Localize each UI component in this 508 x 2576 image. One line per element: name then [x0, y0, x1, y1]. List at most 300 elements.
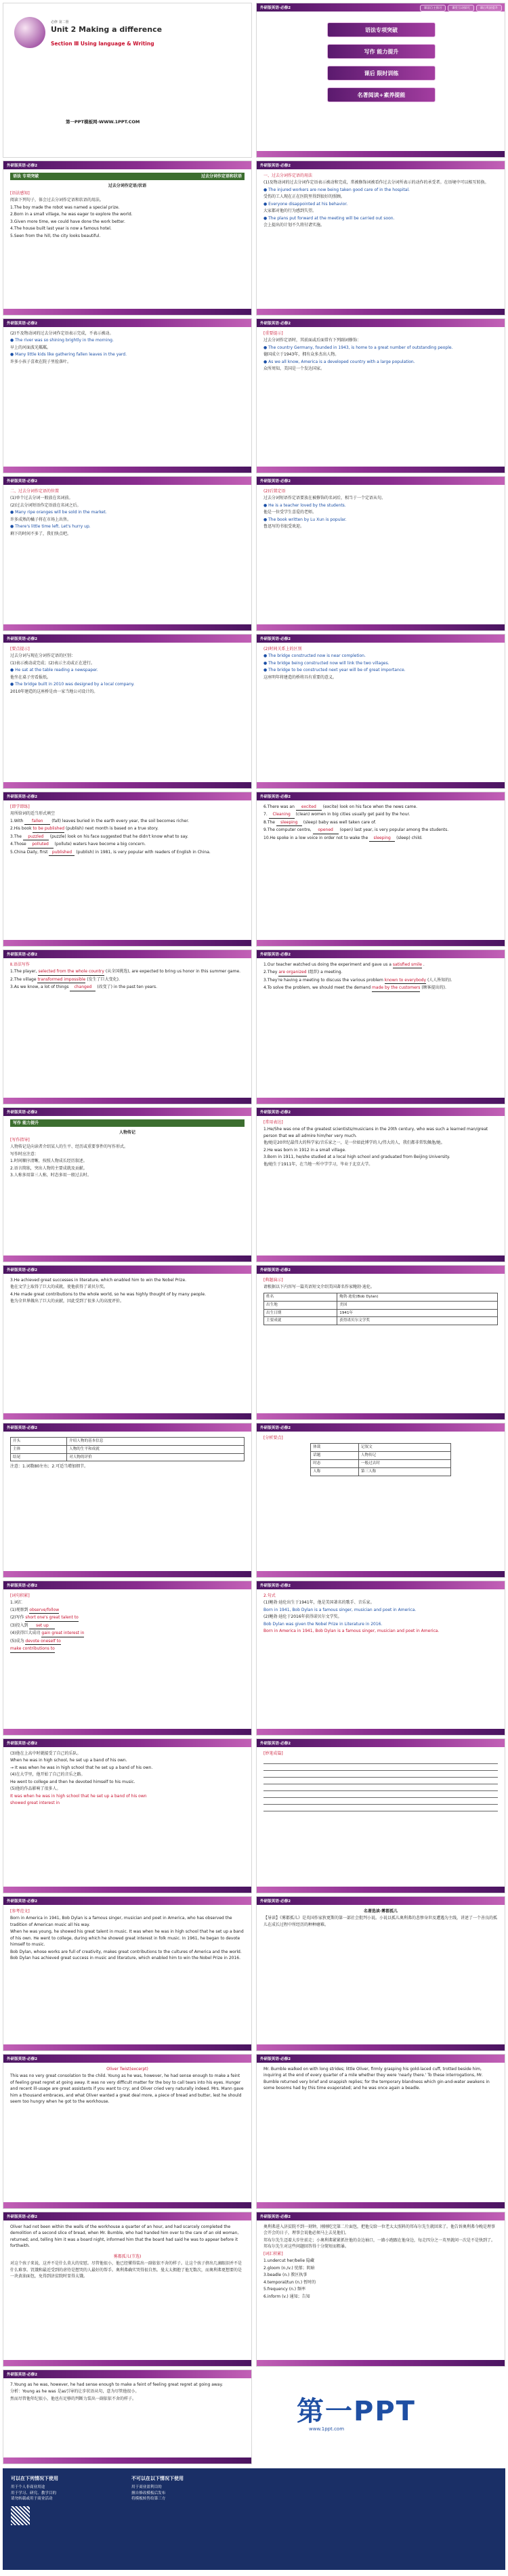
answer-blank[interactable]: set up — [29, 1623, 55, 1629]
table-cell: 记叙文 — [358, 1444, 450, 1452]
stem: (4)获得巨大成功 — [10, 1631, 41, 1636]
text-line: 然而尽管他年纪很小，他也有足够的判断力装出一副依依不舍的样子。 — [10, 2396, 137, 2401]
slide-topbar — [3, 1897, 251, 1905]
ppt-site: www.1ppt.com — [309, 2426, 345, 2432]
text-line: 3.He achieved great successes in literature, which enabled him to win the Nobel Prize. — [10, 1278, 187, 1283]
brand: 外研版英语·必修2 — [7, 953, 38, 957]
brand: 外研版英语·必修2 — [7, 164, 38, 168]
allowed-item: 请勿转载或用于商业活动 — [11, 2497, 53, 2502]
slide-nav — [420, 5, 502, 12]
slide-title: 雾都孤儿(节选) — [113, 2254, 142, 2259]
writing-lines[interactable] — [263, 1757, 498, 1811]
text-line: ● Many little kids like gathering fallen leaves in the yard. — [10, 352, 127, 358]
slide-bottombar — [3, 1413, 251, 1419]
brand: 外研版英语·必修2 — [7, 322, 38, 326]
menu-list — [327, 22, 436, 109]
answer-blank[interactable]: observe/follow — [29, 1607, 59, 1614]
stem: (clean) women in big cities usually get paid by the hour. — [295, 812, 410, 817]
nav-preview[interactable]: 课前自主预习 — [420, 5, 446, 12]
text-line: 5.frequency (n.) 频率 — [263, 2287, 306, 2292]
table-cell: 体裁 — [311, 1444, 359, 1452]
slide-bottombar — [3, 624, 251, 630]
slide-compose — [256, 1738, 505, 1893]
stem: (1)观察到 — [10, 1607, 28, 1612]
text-line: ● The river was so shining brightly in the morning. — [10, 338, 114, 343]
text-line: 3.人称多用第三人称，时态多用一般过去时。 — [10, 1173, 91, 1178]
table-cell: 对人物的评价 — [67, 1453, 245, 1461]
slide-bottombar — [257, 1887, 505, 1893]
slide-body — [263, 962, 498, 1095]
brand: 外研版英语·必修2 — [260, 2057, 291, 2061]
stem: (顾客提出的). — [421, 985, 446, 991]
slide-body — [10, 646, 245, 779]
text-line: ● The bridge being constructed now will link the two villages. — [263, 660, 389, 666]
text-line: 剩下的时间不多了，我们快点吧。 — [10, 531, 72, 536]
answer-blank[interactable]: sleeping — [369, 835, 395, 842]
slide-exercise-2 — [256, 792, 505, 947]
slide-body — [10, 1908, 245, 2042]
text-line: 他/她生于1911年，在当地一所中学学习，毕业于北京大学。 — [263, 1161, 373, 1167]
slide-topbar — [257, 2212, 505, 2220]
slide-task — [256, 1265, 505, 1420]
slide-body — [10, 1593, 245, 1726]
text-line: 邦布尔先生迈着大步往前走；小奥利弗紧紧抓住他的金边袖口，一路小跑跟在他身边，每走四分之一英里就问一次是不是快到了。邦布尔先生对这些问题回答得十分简短而粗暴。 — [263, 2237, 496, 2250]
exercise-item — [10, 976, 245, 983]
slide-tips — [256, 318, 505, 473]
text-line: 2.He was born in 1912 in a small village. — [263, 1147, 347, 1153]
stem: (fall) leaves buried in the earth every year, the soil becomes richer. — [51, 818, 190, 823]
info-table — [263, 1293, 498, 1325]
text-line: 这座明年将建造的桥将具有重要的意义。 — [263, 674, 337, 680]
stem: 3.They're having a meeting to discuss the various problem — [263, 977, 383, 983]
heading: 二、过去分词作定语的位置 — [10, 489, 60, 494]
menu-item-reading[interactable]: 名著阅读+素养提能 — [327, 87, 436, 102]
stem: (组织) a meeting. — [308, 970, 343, 975]
slide-topbar — [3, 2055, 251, 2063]
ppt-brand-slide — [256, 2369, 505, 2464]
stem: 5.China Daily, first — [10, 849, 48, 855]
text-line: 大家都对他的行为感到失望。 — [263, 209, 317, 214]
answer-blank[interactable]: devote oneself to — [25, 1638, 60, 1645]
answer-blank[interactable]: make contributions to — [10, 1646, 55, 1652]
heading: [妙笔成篇] — [263, 1751, 283, 1756]
exercise-item — [263, 969, 498, 976]
stem: 6.There was an — [263, 804, 295, 809]
heading: (2)后置定语 — [263, 489, 286, 494]
slide-body — [10, 173, 245, 306]
text-line: 他为全世界做出了巨大的贡献，因此受到了很多人的高度评价。 — [10, 1299, 125, 1304]
stem: 4.To solve the problem, we should meet the demand — [263, 985, 371, 991]
text-line: (1)鲍勃·迪伦出生于1941年，他是美国著名的歌手、音乐家。 — [263, 1600, 375, 1606]
answer-blank[interactable]: selected from the whole country — [38, 968, 104, 975]
stem: 3.The — [10, 834, 22, 839]
text-line: 2.Born in a small village, he was eager to explore the world. — [10, 212, 133, 217]
slide-intransitive — [3, 318, 252, 473]
answer-blank[interactable]: made by the customers — [372, 985, 420, 991]
slide-oliver-4 — [256, 2212, 505, 2367]
brand: 外研版英语·必修2 — [260, 479, 291, 484]
brand: 外研版英语·必修2 — [260, 6, 291, 10]
text-line: 他坐在桌子旁看报纸。 — [10, 674, 51, 680]
forbidden-column — [131, 2475, 184, 2502]
slide-body — [10, 1751, 245, 1884]
slide-body — [10, 1435, 245, 1568]
license-footer — [3, 2468, 505, 2570]
table-row — [11, 1445, 245, 1453]
table-row — [311, 1444, 451, 1452]
text-line: 他在文学上取得了巨大的成就，使他获得了诺贝尔奖。 — [10, 1285, 108, 1290]
stem: 10.He spoke in a low voice in order not to wake the — [263, 835, 368, 840]
slide-bottombar — [3, 467, 251, 473]
slide-sentences — [256, 1581, 505, 1736]
table-cell: 人称 — [311, 1467, 359, 1476]
brand: 外研版英语·必修2 — [7, 1584, 38, 1588]
text-line: 阅读下列句子，体会过去分词作定语和状语的用法。 — [10, 198, 104, 203]
slide-bottombar — [257, 467, 505, 473]
brand: 外研版英语·必修2 — [7, 795, 38, 799]
answer-blank[interactable]: polluted — [28, 841, 54, 848]
brand: 外研版英语·必修2 — [260, 1426, 291, 1430]
stem: (pollute) waters have become a big concern. — [54, 842, 146, 847]
slide-grammar-writing — [3, 949, 252, 1104]
slide-bottombar — [257, 782, 505, 788]
brand: 外研版英语·必修2 — [7, 637, 38, 641]
text-line: 3.Given more time, we could have done the work better. — [10, 219, 125, 224]
slide-body — [263, 488, 498, 622]
section-banner — [10, 1119, 245, 1127]
table-row — [264, 1317, 498, 1325]
slide-body — [10, 804, 245, 937]
slide-sentences-2 — [3, 1738, 252, 1893]
slide-bottombar — [3, 1729, 251, 1735]
slide-topbar — [3, 2212, 251, 2220]
slide-grammar-writing-2 — [256, 949, 505, 1104]
text-line: Born in 1941, Bob Dylan is a famous singer, musician and poet in America. — [263, 1607, 417, 1612]
text-line: ● Many ripe oranges will be sold in the market. — [10, 510, 107, 515]
slide-title: Oliver Twist(excerpt) — [106, 2067, 148, 2071]
text-line: (1)表示被动或完成；(2)表示主动或正在进行。 — [10, 660, 95, 666]
stem: 8.The — [263, 819, 275, 825]
instruction: 请根据以下内容写一篇英语短文介绍美国著名作家鲍勃·迪伦。 — [263, 1285, 375, 1290]
table-row — [311, 1467, 451, 1476]
text-line: He went to college and then he devoted himself to his music. — [10, 1779, 135, 1784]
heading: (2)时间关系上的区别 — [263, 647, 302, 651]
text-line: 早上的河面波光粼粼。 — [10, 345, 51, 350]
heading: [参考范文] — [10, 1909, 30, 1914]
text-line: (5)他的作品影响了很多人。 — [10, 1786, 61, 1792]
brand: 外研版英语·必修2 — [7, 1742, 38, 1746]
vocab-item — [10, 1630, 245, 1637]
slide-title: 名著选读·雾都孤儿 — [363, 1909, 398, 1914]
answer-blank[interactable]: sleeping — [276, 819, 302, 826]
table-row — [264, 1301, 498, 1309]
slide-bottombar — [3, 1887, 251, 1893]
nav-consolidate[interactable]: 课后巩固提升 — [476, 5, 502, 12]
text-line: ● There's little time left. Let's hurry up. — [10, 524, 91, 530]
exercise-item — [263, 804, 498, 811]
stem: . — [423, 962, 425, 967]
answer-blank[interactable]: changed — [70, 984, 96, 991]
table-row — [11, 1438, 245, 1446]
slide-body — [10, 488, 245, 622]
brand: 外研版英语·必修2 — [260, 322, 291, 326]
slide-topbar — [3, 792, 251, 800]
menu-item-writing[interactable]: 写作 能力提升 — [327, 44, 436, 59]
slide-body — [10, 1119, 245, 1253]
slide-bottombar — [257, 2044, 505, 2051]
table-row — [11, 1453, 245, 1461]
table-cell: 姓名 — [264, 1293, 337, 1301]
stem: 1.The player, — [10, 969, 37, 974]
answer-blank[interactable]: Cleaning — [269, 811, 295, 818]
nav-explore[interactable]: 课堂互动探究 — [448, 5, 473, 12]
text-line: Bob Dylan, whose works are full of creativity, makes great contributions to the cultures of America and the world. Bob Dylan has achieved great success in music and literature, which enabled him to win the Nobel Prize in 2016. — [10, 1949, 242, 1961]
slide-topbar — [257, 1108, 505, 1116]
answer-blank[interactable]: excited — [296, 804, 322, 811]
slide-body — [10, 962, 245, 1095]
brand: 外研版英语·必修2 — [7, 1111, 38, 1115]
heading: [词汇积累] — [263, 2251, 283, 2256]
stem: (5)成为 — [10, 1638, 24, 1644]
slide-bottombar — [257, 151, 505, 157]
stem: (publish) next month is based on a true story. — [65, 826, 158, 832]
stem: (puzzle) look on his face suggested that he didn't know what to say. — [49, 834, 188, 839]
license-panel — [3, 2468, 505, 2570]
brand: 外研版英语·必修2 — [260, 637, 291, 641]
text-line: 会上提出的计划不久将付诸实施。 — [263, 223, 325, 228]
answer-blank[interactable]: short one's great talent to — [25, 1614, 78, 1621]
section-tag-sub: 能力提升 — [22, 1121, 39, 1125]
text-line: 众所周知，美国是一个发达国家。 — [263, 366, 325, 372]
table-cell: 鲍勃·迪伦(Bob Dylan) — [337, 1293, 498, 1301]
text-line: (2)鲍勃·迪伦于2016年获得诺贝尔文学奖。 — [263, 1614, 342, 1620]
table-cell: 出生地 — [264, 1301, 337, 1309]
brand: 外研版英语·必修2 — [260, 1268, 291, 1272]
answer-blank[interactable]: opened — [313, 827, 339, 834]
slide-structure — [3, 1423, 252, 1578]
brand: 外研版英语·必修2 — [260, 1111, 291, 1115]
slide-topbar — [257, 477, 505, 485]
brand: 外研版英语·必修2 — [260, 1742, 291, 1746]
slide-bottombar — [3, 2457, 251, 2464]
answer-blank[interactable]: published — [49, 849, 75, 856]
text-line: ● The country Germany, founded in 1943, is home to a great number of outstanding people. — [263, 345, 453, 350]
text-line: 奥利弗进入济贫院不到一刻钟，刚刚吃完第二片面包，把他交给一位老太太照料的邦布尔先生就回来了。他告诉奥利弗今晚是理事会开会的日子，理事会说他必须马上去见他们。 — [263, 2225, 496, 2236]
slide-bottombar — [257, 1098, 505, 1104]
slide-topbar — [3, 950, 251, 958]
forbidden-item: 用于商业盈利目的 — [131, 2485, 162, 2489]
slide-body — [10, 2224, 245, 2357]
table-cell: 介绍人物的基本信息 — [67, 1438, 245, 1446]
text-line: 人物传记是向读者介绍某人的生平、经历或重要事件的写作形式。 — [10, 1144, 129, 1150]
slide-body — [263, 1119, 498, 1253]
structure-table — [10, 1437, 245, 1461]
section-topic: 过去分词作定语和状语 — [200, 174, 242, 179]
heading: 2.句式 — [263, 1593, 276, 1598]
text-line: Oliver had not been within the walls of the workhouse a quarter of an hour, and had scarcely completed the demolition of a second slice of bread, when Mr. Bumble, who had handed him over to the care of an old woman, returned; and, telling him it was a board night, informed him that the board had said he was to appear before it forthwith. — [10, 2225, 239, 2249]
exercise-item — [10, 834, 245, 840]
answer-blank[interactable]: puzzled — [23, 834, 49, 840]
table-cell: 1941年 — [337, 1309, 498, 1317]
heading: [词句积累] — [10, 1593, 30, 1598]
slide-topbar — [257, 161, 505, 169]
slide-classic-reading — [256, 1896, 505, 2051]
slide-vocab — [3, 1581, 252, 1736]
slide-body — [263, 804, 498, 937]
stem: 2.The village — [10, 976, 37, 982]
brand: 外研版英语·必修2 — [260, 953, 291, 957]
stem: (发生了巨大变化). — [87, 976, 120, 982]
answer-blank[interactable]: fallen — [24, 818, 50, 825]
slide-bottombar — [3, 2360, 251, 2366]
slide-body — [263, 1908, 498, 2042]
section-tag: 写作 — [13, 1121, 22, 1125]
slide-bottombar — [257, 940, 505, 946]
stem: (从全国挑选), are expected to bring us honor in this summer game. — [105, 969, 241, 974]
table-row — [264, 1293, 498, 1301]
analysis-table — [310, 1443, 451, 1476]
slide-bottombar — [257, 2360, 505, 2366]
answer-blank[interactable]: to be published — [33, 825, 64, 832]
slide-bottombar — [257, 1571, 505, 1577]
heading: 一、过去分词作定语的用法 — [263, 173, 313, 178]
text-line: 过去分词与现在分词作定语的区别： — [10, 653, 76, 659]
slide-body — [263, 2224, 498, 2357]
text-line: 过去分词短语作定语要放在被修饰的名词后，相当于一个定语从句。 — [263, 496, 386, 501]
exercise-item — [263, 835, 498, 842]
section-title: Section Ⅲ Using language & Writing — [51, 41, 154, 47]
answer-blank[interactable]: satisfied smile — [393, 962, 422, 968]
slide-analysis — [256, 1423, 505, 1578]
stem: (publish) in 1981, is very popular with readers of English in China. — [76, 849, 211, 855]
text-line: This was no very great consolation to the child. Young as he was, however, he had sense enough to make a feint of feeling great regret at going away. It was no very difficult matter for the boy to call tears into his eyes. Hunger and recent ill-usage are great assistants if you want to cry; and Oliver cried very naturally indeed. Mrs. Mann gave him a thousand embraces, and what Oliver wanted a great deal more, a piece of bread and butter, lest he should seem too hungry when he got to the workhouse. — [10, 2074, 244, 2105]
text-line: ● The book written by Lu Xun is popular. — [263, 517, 347, 522]
allowed-item: 用于学习、研究、教学目的 — [11, 2491, 57, 2495]
stem: 1.Our teacher watched us doing the experiment and gave us a — [263, 962, 391, 967]
stem: 2.His book — [10, 826, 32, 832]
answer-blank[interactable]: transformed impossible — [37, 976, 85, 983]
slide-topbar — [3, 1266, 251, 1274]
slide-topbar — [3, 161, 251, 169]
slide-body — [263, 1751, 498, 1884]
text-line: Bob Dylan was given the Nobel Prize in Literature in 2016. — [263, 1621, 383, 1627]
heading: [要点提示] — [10, 647, 30, 651]
text-line: 1.undercut her/belie 隐藏 — [263, 2258, 314, 2264]
text-line: (1)单个过去分词一般放在名词前。 — [10, 496, 73, 501]
slide-oliver-1 — [3, 2054, 252, 2209]
slide-topbar — [257, 1423, 505, 1432]
vocab-item — [10, 1623, 245, 1629]
heading: [重要提示] — [263, 331, 283, 336]
brand: 外研版英语·必修2 — [7, 1426, 38, 1430]
brand: 外研版英语·必修2 — [7, 1268, 38, 1272]
text-line: 分析：Young as he was 是as引导的让步状语从句，意为尽管他很小。 — [10, 2389, 140, 2395]
exercise-item — [263, 985, 498, 991]
answer-text: showed great interest in — [10, 1801, 60, 1806]
vocab-item — [10, 1646, 245, 1652]
text-line: 德国成立于1943年，拥有众多杰出人物。 — [263, 352, 339, 358]
text-line: 5.Seen from the hill, the city looks beautiful. — [10, 233, 101, 238]
text-line: ● The injured workers are now being taken good care of in the hospital. — [263, 187, 410, 192]
table-cell: 人物传记 — [358, 1452, 450, 1460]
heading: [典题演示] — [263, 1278, 283, 1283]
exercise-item — [10, 849, 245, 856]
slide-bottombar — [3, 1571, 251, 1577]
answer-blank[interactable]: gain great interest in — [41, 1630, 84, 1637]
text-line: 对这个孩子来说，这并不是什么莫大的安慰。尽管他很小，他已经懂得装出一副依依不舍的样子。让这个孩子挤出几滴眼泪并不是什么难事。饥饿和最近受到的虐待是想哭的人最好的帮手。奥利弗确实哭得很自然。曼太太拥抱了他无数次，而奥利弗更想要的是一块黄油面包，免得到济贫院时显得太饿。 — [10, 2261, 242, 2279]
table-cell: 出生日期 — [264, 1309, 337, 1317]
vocab-item — [10, 1607, 245, 1614]
slide-position — [3, 476, 252, 631]
slide-bottombar — [257, 309, 505, 315]
text-line: 1.He/She was one of the greatest scientists/musicians in the 20th century, who was such a learned man/great person that we all admire him/her very much. — [263, 1127, 488, 1138]
section-tag-sub: 专项突破 — [22, 174, 39, 179]
text-line: ● The bridge built in 2010 was designed by a local company. — [10, 682, 135, 687]
slide-bottombar — [3, 2044, 251, 2051]
vocab-item — [10, 1614, 245, 1621]
brand: 外研版英语·必修2 — [260, 164, 291, 168]
slide-post-attributive — [256, 476, 505, 631]
slide-grammar-intro — [3, 160, 252, 316]
text-line: Mr. Bumble walked on with long strides; little Oliver, firmly grasping his gold-laced cuff, trotted beside him, inquiring at the end of every quarter of a mile whether they were 'nearly there.' To these interrogations, Mr. Bumble returned very brief and snappish replies; for the temporary blandness which gin-and-water awakens in some bosoms had by this time evaporated; and he was once again a beadle. — [263, 2067, 490, 2091]
brand: 外研版英语·必修2 — [7, 2057, 38, 2061]
slide-difference — [3, 634, 252, 789]
stem: (人人皆知的). — [427, 977, 452, 983]
text-line: ● He sat at the table reading a newspaper. — [10, 668, 98, 673]
text-line: 2.语言简练，突出人物的主要成就及贡献。 — [10, 1165, 87, 1171]
brand: 外研版英语·必修2 — [7, 1899, 38, 1904]
table-cell: 美国 — [337, 1301, 498, 1309]
menu-item-practice[interactable]: 课后 限时训练 — [327, 66, 436, 81]
slide-topbar — [3, 2370, 251, 2378]
slide-topbar — [3, 477, 251, 485]
brand: 外研版英语·必修2 — [7, 2215, 38, 2219]
slide-topbar — [257, 635, 505, 643]
slide-topbar — [257, 1739, 505, 1747]
book-label: 必修 第二册 — [51, 20, 69, 24]
text-line: 写作时应注意： — [10, 1151, 39, 1157]
stem: 7. — [263, 812, 268, 817]
exercise-item — [10, 841, 245, 848]
slide-bottombar — [3, 2202, 251, 2208]
text-line: (2)过去分词短语作定语放在名词之后。 — [10, 502, 81, 508]
slide-topbar — [257, 319, 505, 327]
text-line: 受伤的工人现在正在医院里得到很好的照顾。 — [263, 194, 345, 200]
table-cell: 时态 — [311, 1460, 359, 1468]
text-line: 3.beadle (n.) 教区执事 — [263, 2273, 308, 2278]
menu-item-grammar[interactable]: 语法专项突破 — [327, 22, 436, 37]
slide-topbar — [3, 319, 251, 327]
slide-body — [263, 330, 498, 464]
answer-blank[interactable]: are organized — [278, 969, 306, 976]
vocab-item — [10, 1638, 245, 1645]
brand: 外研版英语·必修2 — [7, 479, 38, 484]
slide-exercise-1 — [3, 792, 252, 947]
text-line: ● The plans put forward at the meeting will be carried out soon. — [263, 215, 395, 221]
text-line: 7.Young as he was, however, he had sense enough to make a feint of feeling great regret at going away. — [10, 2382, 224, 2387]
allowed-title: 可以在下列情况下使用 — [11, 2476, 58, 2481]
slide-body — [10, 330, 245, 464]
text-line: 1.The boy made the robot was named a special prize. — [10, 205, 120, 210]
brand: 外研版英语·必修2 — [260, 795, 291, 799]
text-line: (1)及物动词的过去分词作定语表示被动和完成，常被修饰词被看作过去分词所表示的动作的承受者。在语境中可以相互转换。 — [263, 180, 489, 186]
text-line: 4.He made great contributions to the whole world, so he was highly thought of by many people. — [10, 1291, 207, 1297]
table-cell: 话题 — [311, 1452, 359, 1460]
answer-blank[interactable]: known to everybody — [385, 977, 426, 984]
slide-bottombar — [257, 1729, 505, 1735]
text-line: 1.词汇 — [10, 1600, 22, 1606]
slide-bottombar — [257, 2202, 505, 2208]
